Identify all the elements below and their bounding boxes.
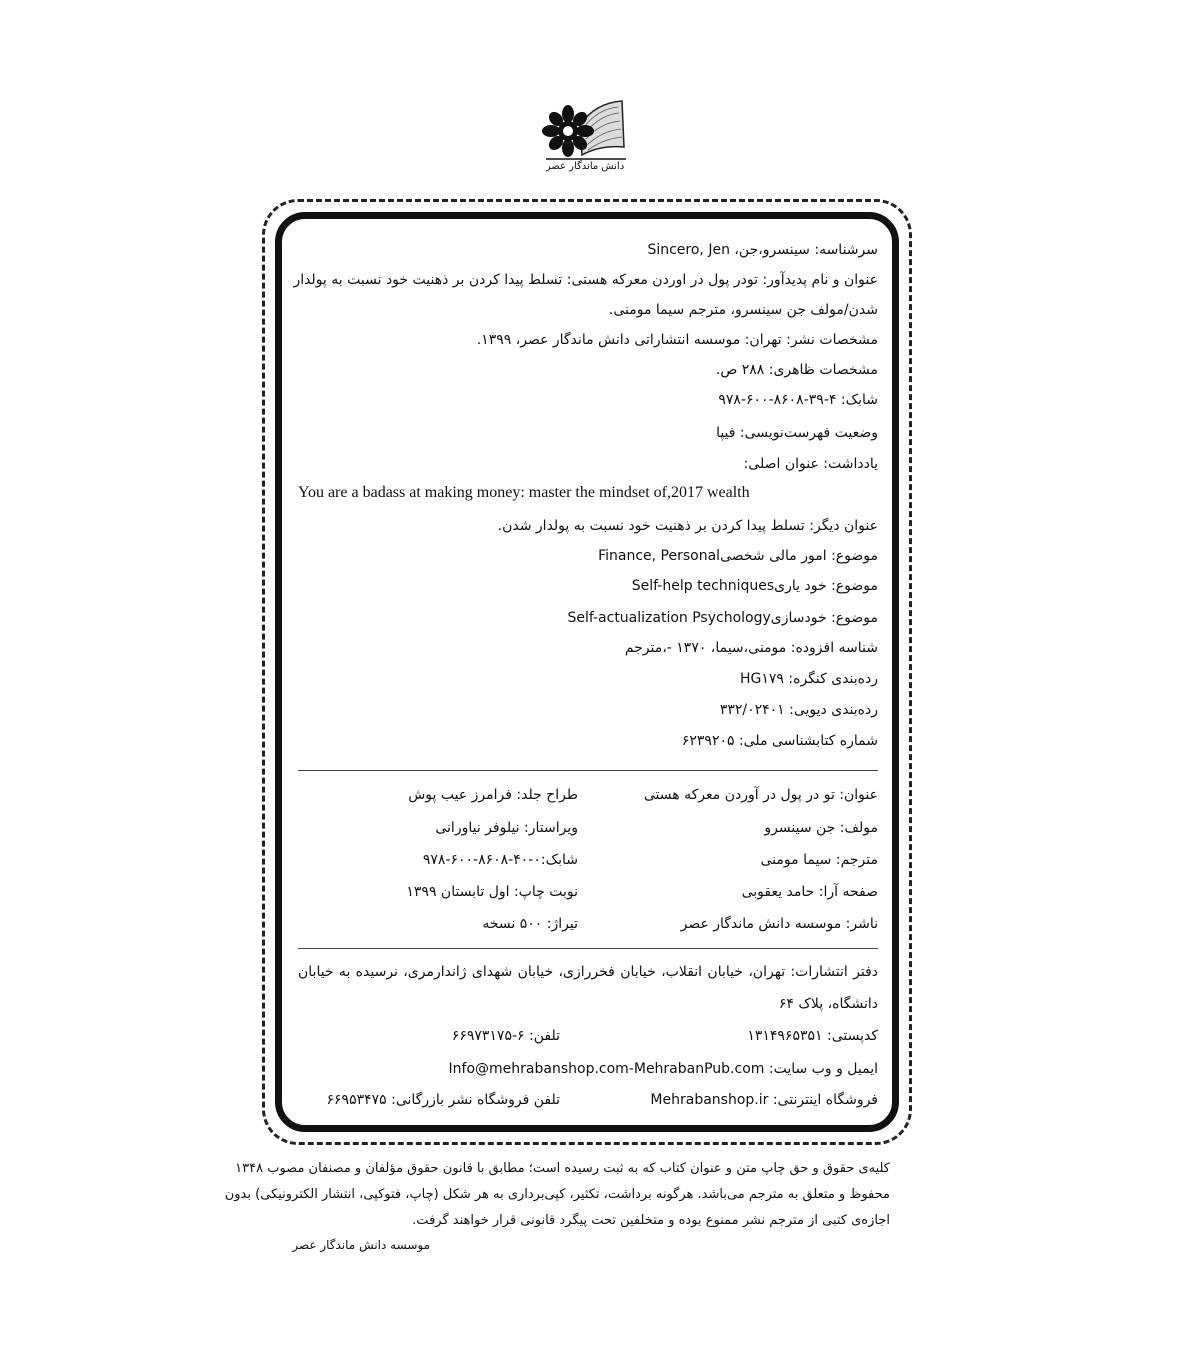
divider-top [298, 770, 878, 771]
divider-bottom [298, 948, 878, 949]
credit-title: عنوان: تو در پول در آوردن معرکه هستی [643, 787, 878, 803]
book-flower-icon [540, 95, 630, 161]
copyright-line-3: اجازه‌ی کتبی از مترجم نشر ممنوع بوده و متخلفین تحت پیگرد قانونی قرار خواهند گرفت. [412, 1213, 890, 1228]
added-entry-line: شناسه افزوده: مومنی،سیما، ۱۳۷۰ -،مترجم [624, 640, 878, 656]
title-line-1: عنوان و نام پدیدآور: تودر پول در اوردن معرکه هستی: تسلط پیدا کردن بر ذهنیت خود نسبت به پولدار [293, 272, 878, 288]
phone: تلفن: ۶-۶۶۹۷۳۱۷۵ [451, 1028, 560, 1044]
credit-publisher: ناشر: موسسه دانش ماندگار عصر [680, 916, 878, 932]
dewey-class-line: رده‌بندی دیویی: ۳۳۲/۰۲۴۰۱ [719, 702, 878, 718]
store-phone: تلفن فروشگاه نشر بازرگانی: ۶۶۹۵۳۴۷۵ [326, 1092, 560, 1108]
note-line: یادداشت: عنوان اصلی: [743, 456, 878, 472]
publisher-signature: موسسه دانش ماندگار عصر [292, 1238, 430, 1252]
publisher-logo [540, 95, 640, 180]
online-store: فروشگاه اینترنتی: Mehrabanshop.ir [650, 1092, 878, 1108]
subject-line-3: موضوع: خودسازیSelf-actualization Psychology [567, 610, 878, 626]
subject-line-2: موضوع: خود یاریSelf-help techniques [631, 578, 878, 594]
logo-caption: دانش ماندگار عصر [545, 161, 625, 172]
copyright-notice [224, 1156, 890, 1234]
copyright-line-2: محفوظ و متعلق به مترجم می‌باشد. هرگونه برداشت، تکثیر، کپی‌برداری به هر شکل (چاپ، فتوکپی، انتشار الکترونیکی) بدون [224, 1187, 890, 1202]
email-web: ایمیل و وب سایت: Info@mehrabanshop.com-MehrabanPub.com [448, 1061, 878, 1077]
credit-layout: صفحه آرا: حامد یعقوبی [741, 884, 878, 900]
cataloging-status-line: وضعیت فهرست‌نویسی: فیپا [716, 425, 878, 441]
title-line-2: شدن/مولف جن سینسرو، مترجم سیما مومنی. [608, 302, 878, 318]
credit-print-run: نوبت چاپ: اول تابستان ۱۳۹۹ [406, 884, 578, 900]
address-line-1: دفتر انتشارات: تهران، خیابان انقلاب، خیابان فخررازی، خیابان شهدای ژاندارمری، نرسیده به خیابان [298, 964, 878, 980]
address-line-2: دانشگاه، پلاک ۶۴ [778, 996, 878, 1012]
subject-line-1: موضوع: امور مالی شخصیFinance, Personal [598, 548, 878, 564]
credit-author: مولف: جن سینسرو [764, 820, 878, 836]
physical-line: مشخصات ظاهری: ۲۸۸ ص. [715, 362, 878, 378]
credit-isbn: شابک:۰-۴۰-۸۶۰۸-۶۰۰-۹۷۸ [422, 852, 578, 868]
credit-cover-designer: طراح جلد: فرامرز عیب پوش [408, 787, 578, 803]
postal-code: کدپستی: ۱۳۱۴۹۶۵۳۵۱ [747, 1028, 878, 1044]
credit-editor: ویراستار: نیلوفر نیاورانی [435, 820, 578, 836]
heading-line: سرشناسه: سینسرو،جن، Sincero, Jen [647, 242, 878, 258]
publication-line: مشخصات نشر: تهران: موسسه انتشاراتی دانش ماندگار عصر، ۱۳۹۹. [476, 332, 878, 348]
other-title-line: عنوان دیگر: تسلط پیدا کردن بر ذهنیت خود نسبت به پولدار شدن. [497, 518, 878, 534]
copyright-line-1: کلیه‌ی حقوق و حق چاپ متن و عنوان کتاب که به ثبت رسیده است؛ مطابق با قانون حقوق مؤلفان و مصنفان مصوب ۱۳۴۸ [235, 1161, 890, 1176]
credit-circulation: تیراژ: ۵۰۰ نسخه [482, 916, 578, 932]
original-title-line: You are a badass at making money: master the mindset of,2017 wealth [298, 484, 750, 501]
national-number-line: شماره کتابشناسی ملی: ۶۲۳۹۲۰۵ [681, 733, 878, 749]
credit-translator: مترجم: سیما مومنی [760, 852, 878, 868]
lc-class-line: رده‌بندی کنگره: HG۱۷۹ [740, 671, 878, 687]
isbn-line: شابک: ۴-۳۹-۸۶۰۸-۶۰۰-۹۷۸ [718, 392, 878, 408]
